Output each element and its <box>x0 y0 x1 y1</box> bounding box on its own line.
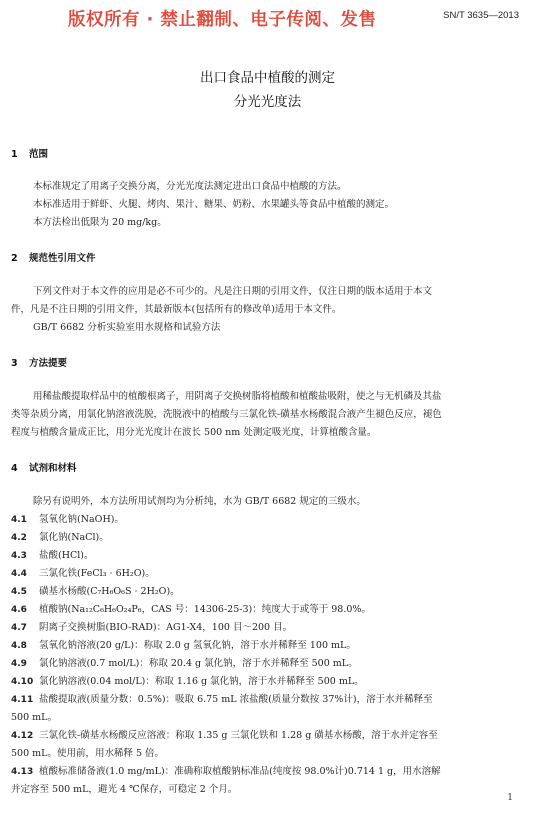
item-number: 4.1 <box>11 515 27 525</box>
item-text: 氢氧化钠(NaOH)。 <box>39 514 124 525</box>
document-subtitle: 分光光度法 <box>233 94 302 110</box>
item-number: 4.9 <box>11 659 27 669</box>
item-text: 植酸钠(Na₁₂C₆H₆O₂₄P₆，CAS 号：14306-25-3)：纯度大于或等于 98.0%。 <box>39 604 371 615</box>
section-number: 3 <box>11 358 18 369</box>
references-line-2: 件，凡是不注日期的引用文件，其最新版本(包括所有的修改单)适用于本文件。 <box>11 304 342 315</box>
reagent-item <box>11 565 155 583</box>
reagent-item <box>11 529 109 547</box>
reagent-item-continuation: 500 mL。使用前，用水稀释 5 倍。 <box>11 748 165 759</box>
item-number: 4.10 <box>11 677 34 687</box>
reagent-item <box>11 601 371 619</box>
item-number: 4.11 <box>11 695 34 705</box>
section-title: 试剂和材料 <box>29 463 77 474</box>
section-title: 方法提要 <box>29 358 68 369</box>
item-text: 三氯化铁(FeCl₃ · 6H₂O)。 <box>39 568 155 579</box>
item-text: 三氯化铁-磺基水杨酸反应溶液：称取 1.35 g 三氯化铁和 1.28 g 磺基水杨酸，溶于水并定容至 <box>39 730 438 741</box>
section-title: 规范性引用文件 <box>29 253 96 264</box>
section-number: 4 <box>11 463 18 474</box>
references-line-1: 下列文件对于本文件的应用是必不可少的。凡是注日期的引用文件，仅注日期的版本适用于本文 <box>33 286 433 297</box>
section-title: 范围 <box>29 149 49 160</box>
reagents-intro: 除另有说明外，本方法所用试剂均为分析纯，水为 GB/T 6682 规定的三级水。 <box>33 496 366 507</box>
item-number: 4.7 <box>11 623 27 633</box>
principle-line-3: 程度与植酸含量成正比，用分光光度计在波长 500 nm 处测定吸光度，计算植酸含量。 <box>11 427 377 438</box>
item-text: 盐酸(HCl)。 <box>39 550 94 561</box>
reagent-item <box>11 547 94 565</box>
reagent-item <box>11 691 433 709</box>
principle-line-1: 用稀盐酸提取样品中的植酸根离子，用阴离子交换树脂将植酸和植酸盐吸附，使之与无机磷及其盐 <box>33 391 442 402</box>
copyright-watermark: 版权所有 · 禁止翻制、电子传阅、发售 <box>68 10 377 30</box>
item-text: 氯化钠溶液(0.04 mol/L)：称取 1.16 g 氯化钠，溶于水并稀释至 500 mL。 <box>39 676 364 687</box>
item-number: 4.3 <box>11 551 27 561</box>
references-gb-t-6682: GB/T 6682 分析实验室用水规格和试验方法 <box>33 322 221 333</box>
reagent-item <box>11 727 438 745</box>
item-number: 4.5 <box>11 587 27 597</box>
item-text: 阴离子交换树脂(BIO-RAD)：AG1-X4，100 目～200 目。 <box>39 622 293 633</box>
document-title: 出口食品中植酸的测定 <box>200 70 335 86</box>
reagent-item <box>11 655 358 673</box>
item-text: 植酸标准储备液(1.0 mg/mL)：准确称取植酸钠标准品(纯度按 98.0%计)0.714 1 g，用水溶解 <box>39 766 441 777</box>
section-heading-scope <box>11 146 48 160</box>
section-heading-reagents <box>11 460 77 474</box>
page-number: 1 <box>507 793 513 803</box>
reagent-item <box>11 619 292 637</box>
item-number: 4.6 <box>11 605 27 615</box>
reagent-item <box>11 673 364 691</box>
section-heading-principle <box>11 355 67 369</box>
scope-paragraph-3: 本方法检出低限为 20 mg/kg。 <box>33 217 167 228</box>
reagent-item <box>11 637 356 655</box>
scope-paragraph-1: 本标准规定了用离子交换分离，分光光度法测定进出口食品中植酸的方法。 <box>33 181 347 192</box>
section-number: 2 <box>11 253 18 264</box>
reagent-item <box>11 511 124 529</box>
scope-paragraph-2: 本标准适用于鲜虾、火腿、烤肉、果汁、糖果、奶粉、水果罐头等食品中植酸的测定。 <box>33 199 395 210</box>
item-number: 4.8 <box>11 641 27 651</box>
standard-code: SN/T 3635—2013 <box>443 10 519 21</box>
item-text: 氯化钠(NaCl)。 <box>39 532 109 543</box>
section-number: 1 <box>11 149 18 160</box>
item-text: 氢氧化钠溶液(20 g/L)：称取 2.0 g 氢氧化钠，溶于水并稀释至 100 mL。 <box>39 640 356 651</box>
reagent-item-continuation: 并定容至 500 mL，避光 4 ℃保存，可稳定 2 个月。 <box>11 784 238 795</box>
principle-line-2: 类等杂质分离，用氯化钠溶液洗脱，洗脱液中的植酸与三氯化铁-磺基水杨酸混合液产生褪色反应，褪色 <box>11 409 442 420</box>
reagent-item-continuation: 500 mL。 <box>11 712 57 723</box>
item-number: 4.13 <box>11 767 34 777</box>
section-heading-references <box>11 250 96 264</box>
item-text: 氯化钠溶液(0.7 mol/L)：称取 20.4 g 氯化钠，溶于水并稀释至 500 mL。 <box>39 658 358 669</box>
item-number: 4.4 <box>11 569 27 579</box>
item-text: 磺基水杨酸(C₇H₆O₆S · 2H₂O)。 <box>39 586 180 597</box>
item-text: 盐酸提取液(质量分数：0.5%)：吸取 6.75 mL 浓盐酸(质量分数按 37%计)，溶于水并稀释至 <box>39 694 433 705</box>
item-number: 4.12 <box>11 731 34 741</box>
item-number: 4.2 <box>11 533 27 543</box>
reagent-item <box>11 763 441 781</box>
reagent-item <box>11 583 180 601</box>
